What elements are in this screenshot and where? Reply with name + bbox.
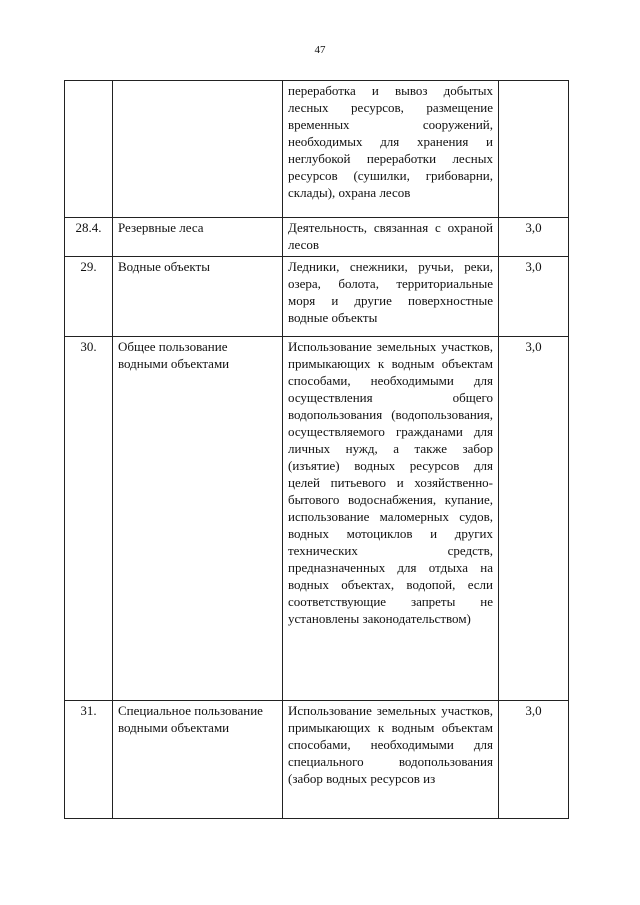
row-value [499, 81, 569, 218]
row-value: 3,0 [499, 337, 569, 701]
row-description: Ледники, снежники, ручьи, реки, озера, болота, территориальные моря и другие поверхностные водные объекты [283, 257, 499, 337]
row-name: Водные объекты [113, 257, 283, 337]
page-number: 47 [314, 44, 326, 56]
row-description: Деятельность, связанная с охраной лесов [283, 218, 499, 257]
row-number: 28.4. [65, 218, 113, 257]
table-row [65, 81, 569, 218]
table-row [65, 337, 569, 701]
row-name [113, 81, 283, 218]
row-description: Использование земельных участков, примыкающих к водным объектам способами, необходимыми для осуществления общего водопользования (водопользования, осуществляемого гражданами для личных нужд, а также забор (изъятие) водных ресурсов для целей питьевого и хозяйственно-бытового водоснабжения, купание, использование маломерных судов, водных мотоциклов и других технических средств, предназначенных для отдыха на водных объектах, водопой, если соответствующие запреты не установлены законодательством) [283, 337, 499, 701]
row-number: 31. [65, 701, 113, 819]
row-value: 3,0 [499, 218, 569, 257]
table-row [65, 701, 569, 819]
row-value: 3,0 [499, 257, 569, 337]
row-number [65, 81, 113, 218]
row-name: Общее пользование водными объектами [113, 337, 283, 701]
row-number: 30. [65, 337, 113, 701]
row-name: Резервные леса [113, 218, 283, 257]
table-row [65, 257, 569, 337]
row-description: Использование земельных участков, примыкающих к водным объектам способами, необходимыми для специального водопользования (забор водных ресурсов из [283, 701, 499, 819]
table-row [65, 218, 569, 257]
row-name: Специальное пользование водными объектами [113, 701, 283, 819]
land-use-table [64, 80, 569, 819]
row-value: 3,0 [499, 701, 569, 819]
row-description: переработка и вывоз добытых лесных ресурсов, размещение временных сооружений, необходимых для хранения и неглубокой переработки лесных ресурсов (сушилки, грибоварни, склады), охрана лесов [283, 81, 499, 218]
row-number: 29. [65, 257, 113, 337]
